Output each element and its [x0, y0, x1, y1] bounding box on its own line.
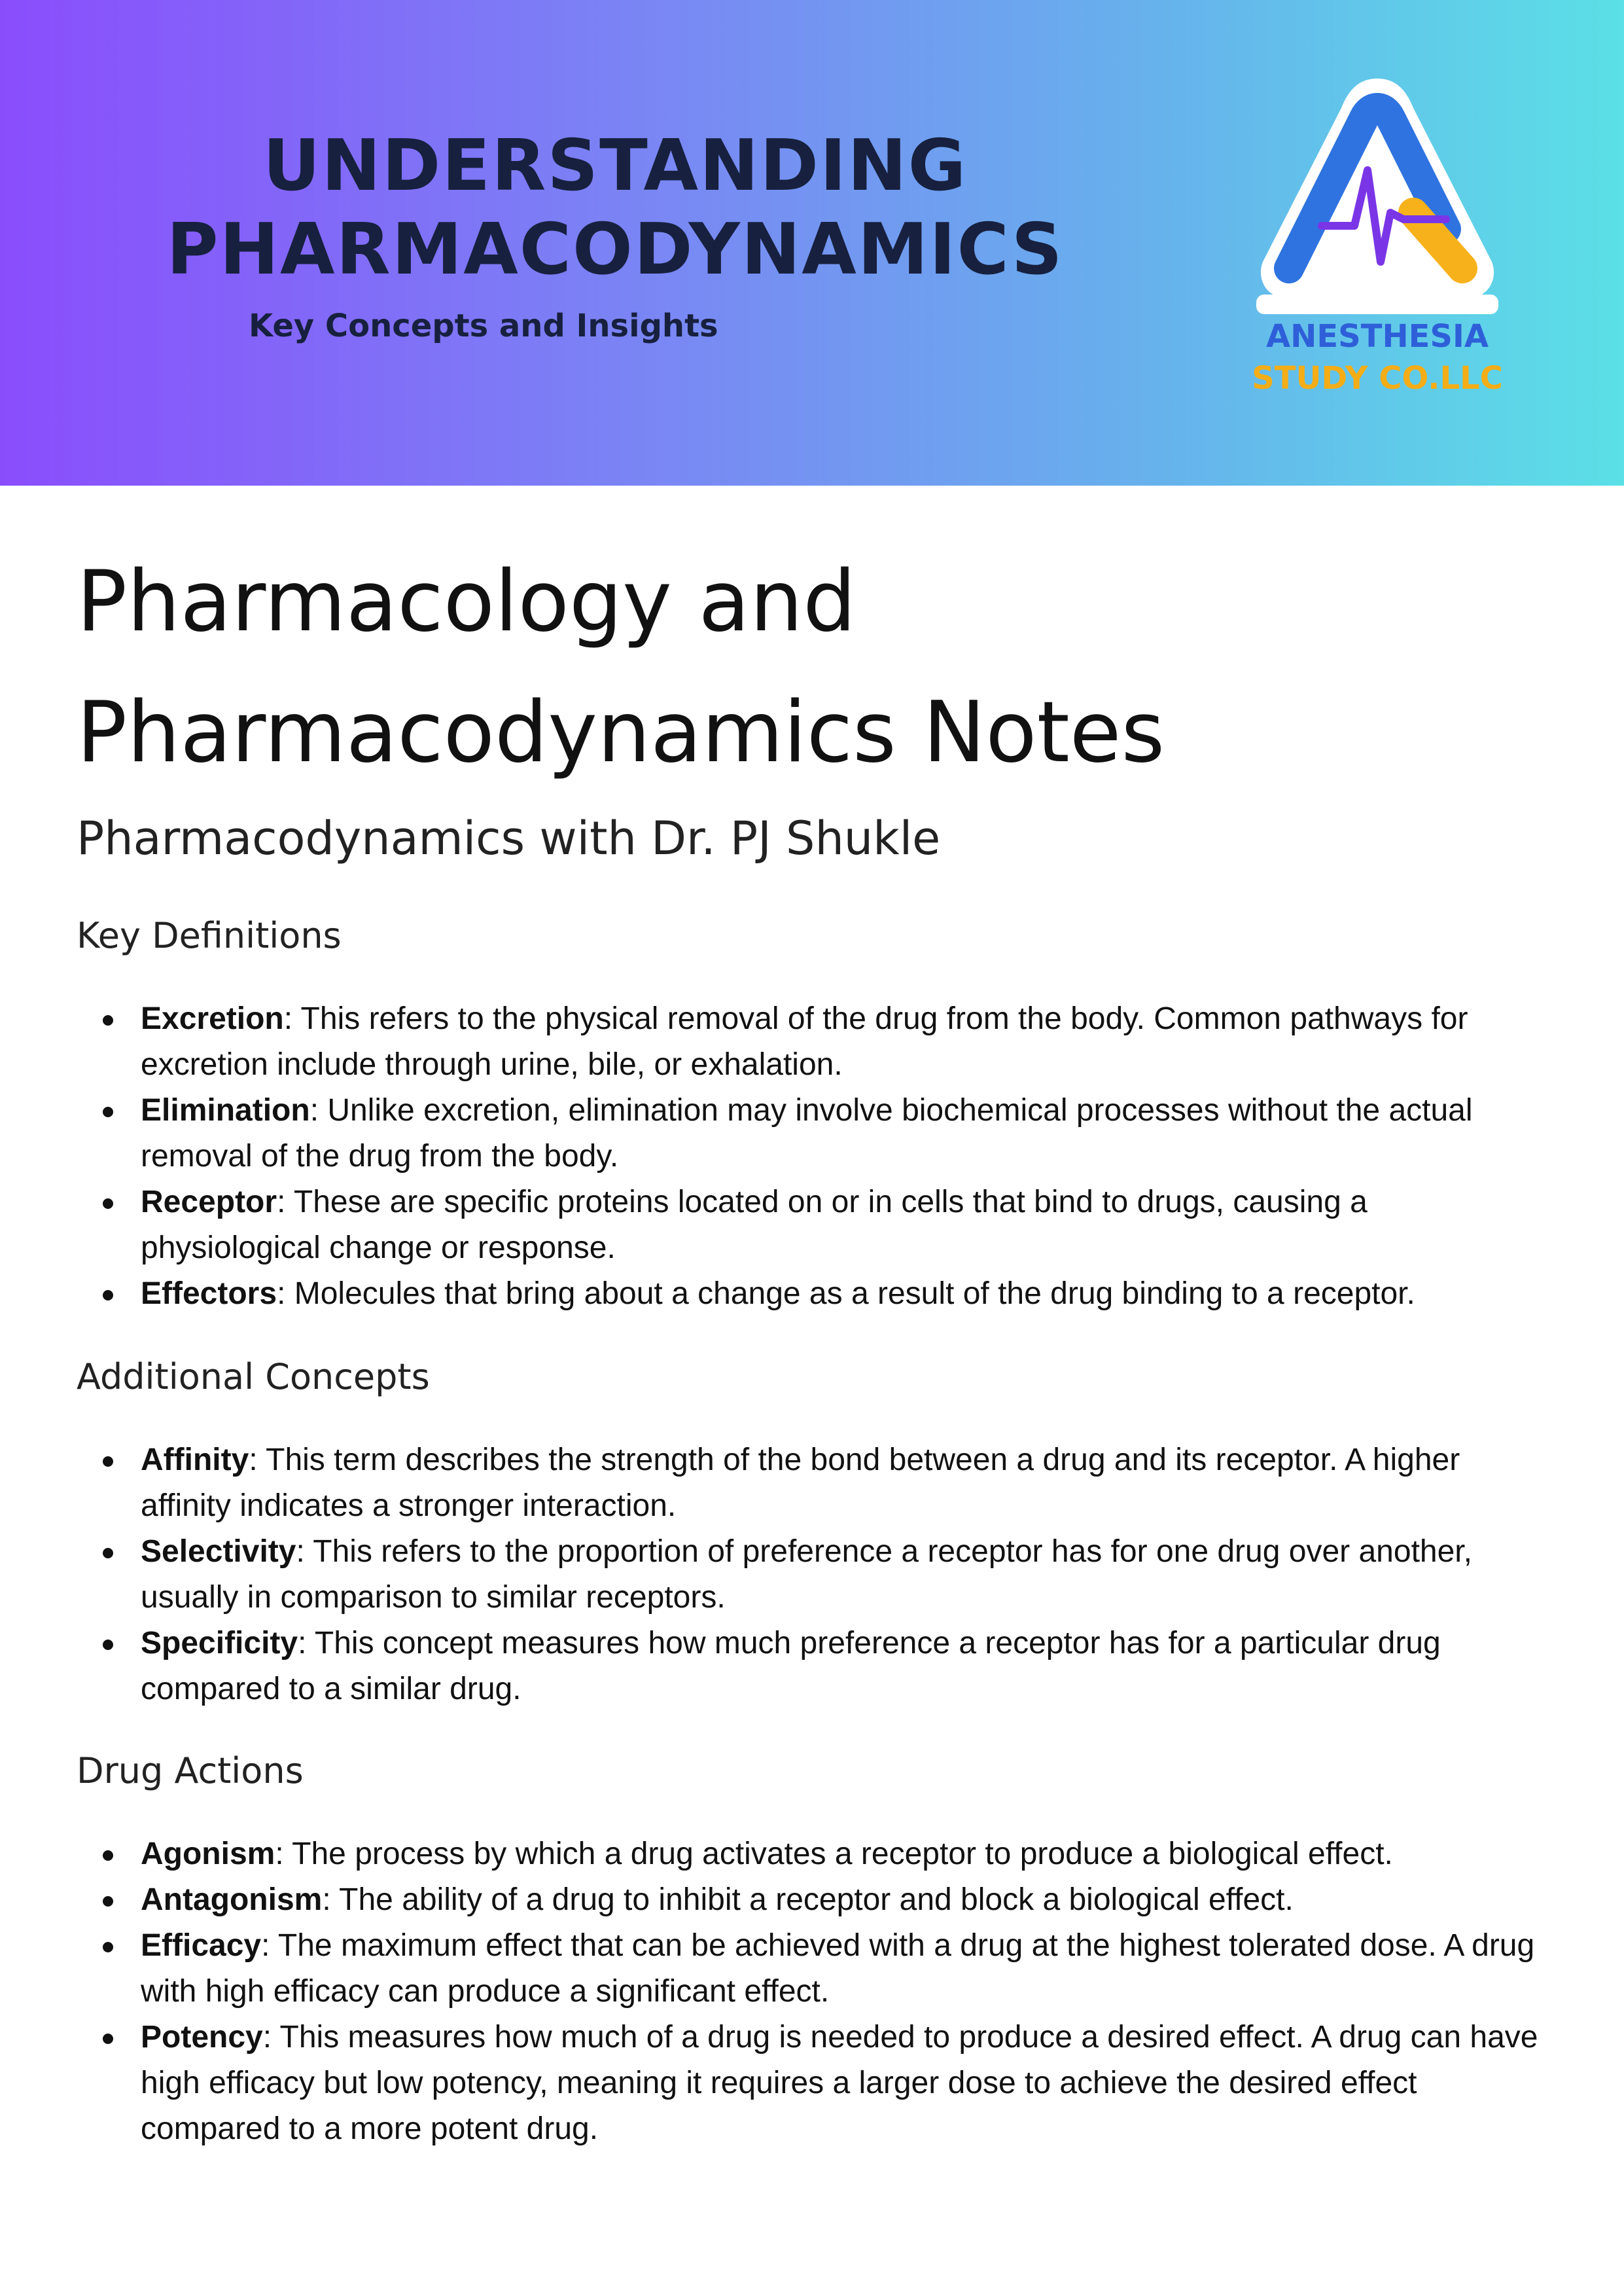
- list-item: [77, 996, 1555, 1088]
- term: Selectivity: [141, 1534, 296, 1569]
- document-title-line-1: Pharmacology and: [77, 553, 856, 651]
- document-title-line-2: Pharmacodynamics Notes: [77, 684, 1165, 781]
- term: Affinity: [141, 1443, 249, 1477]
- definition: : This measures how much of a drug is needed to produce a desired effect. A drug can have high efficacy but low potency, meaning it requires a larger dose to achieve the desired effect compared to a more potent drug.: [141, 2020, 1538, 2146]
- definition: : The maximum effect that can be achieved with a drug at the highest tolerated dose. A drug with high efficacy can produce a significant effect.: [141, 1928, 1535, 2009]
- additional-concepts-list: [77, 1437, 1555, 1712]
- term: Receptor: [141, 1185, 277, 1219]
- term: Elimination: [141, 1093, 310, 1128]
- logo-text-line-2: STUDY CO.LLC: [1252, 360, 1503, 397]
- banner-subtitle: Key Concepts and Insights: [249, 308, 718, 344]
- definition: : The ability of a drug to inhibit a receptor and block a biological effect.: [322, 1882, 1294, 1917]
- term: Effectors: [141, 1276, 277, 1311]
- document-subtitle: Pharmacodynamics with Dr. PJ Shukle: [77, 812, 941, 865]
- section-heading-additional-concepts: Additional Concepts: [77, 1356, 430, 1397]
- key-definitions-list: [77, 996, 1555, 1317]
- list-item: [77, 1437, 1555, 1529]
- list-item: [77, 1088, 1555, 1179]
- term: Specificity: [141, 1626, 298, 1660]
- definition: : These are specific proteins located on or in cells that bind to drugs, causing a physiological change or response.: [141, 1185, 1368, 1265]
- term: Efficacy: [141, 1928, 262, 1963]
- list-item: [77, 2015, 1555, 2152]
- term: Potency: [141, 2020, 263, 2054]
- term: Agonism: [141, 1837, 275, 1871]
- header-banner: [0, 0, 1624, 486]
- list-item: [77, 1831, 1555, 1877]
- list-item: [77, 1529, 1555, 1621]
- definition: : Molecules that bring about a change as a result of the drug binding to a receptor.: [277, 1276, 1415, 1311]
- logo-text-line-1: ANESTHESIA: [1266, 318, 1489, 355]
- term: Excretion: [141, 1001, 284, 1036]
- section-heading-drug-actions: Drug Actions: [77, 1750, 304, 1791]
- company-logo: [1250, 72, 1505, 412]
- term: Antagonism: [141, 1882, 323, 1917]
- banner-title: [157, 124, 1073, 292]
- list-item: [77, 1621, 1555, 1712]
- definition: : This term describes the strength of the bond between a drug and its receptor. A higher affinity indicates a stronger interaction.: [141, 1443, 1460, 1523]
- banner-title-line-2: PHARMACODYNAMICS: [166, 209, 1064, 291]
- definition: : This refers to the proportion of preference a receptor has for one drug over another, usually in comparison to similar receptors.: [141, 1534, 1472, 1615]
- stylized-letter-a-with-heartbeat-icon: [1250, 72, 1505, 314]
- list-item: [77, 1179, 1555, 1271]
- list-item: [77, 1877, 1555, 1923]
- definition: : This concept measures how much preference a receptor has for a particular drug compared to a similar drug.: [141, 1626, 1441, 1706]
- list-item: [77, 1923, 1555, 2015]
- definition: : The process by which a drug activates a receptor to produce a biological effect.: [275, 1837, 1393, 1871]
- banner-title-line-1: UNDERSTANDING: [262, 125, 968, 207]
- drug-actions-list: [77, 1831, 1555, 2152]
- section-heading-key-definitions: Key Definitions: [77, 915, 342, 956]
- document-title: [77, 537, 1516, 798]
- definition: : This refers to the physical removal of the drug from the body. Common pathways for excretion include through urine, bile, or exhalation.: [141, 1001, 1468, 1082]
- definition: : Unlike excretion, elimination may involve biochemical processes without the actual removal of the drug from the body.: [141, 1093, 1473, 1174]
- list-item: [77, 1271, 1555, 1317]
